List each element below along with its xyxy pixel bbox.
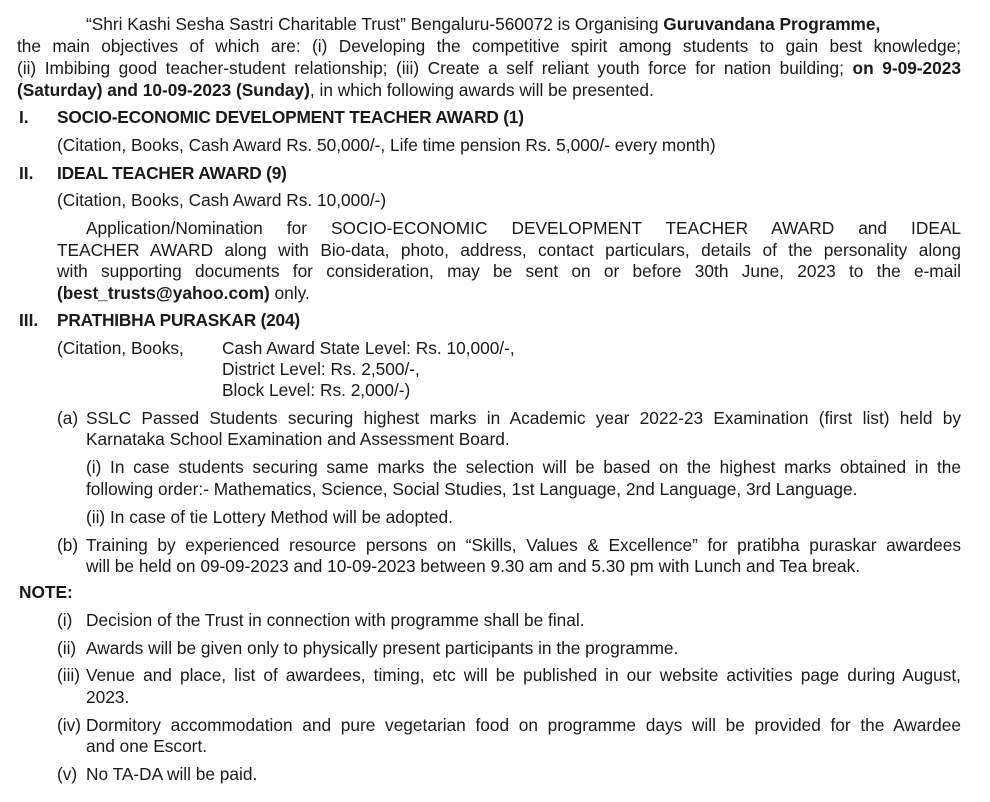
programme-name: Guruvandana Programme,: [663, 14, 881, 34]
note-item-label: (v): [57, 764, 78, 784]
intro-text-objectives: (ii) Imbibing good teacher-student relationship; (iii) Create a self reliant youth force for nation building;: [17, 58, 853, 78]
intro-text: “Shri Kashi Sesha Sastri Charitable Trust” Bengaluru-560072 is Organising: [86, 14, 664, 34]
award-2-detail: (Citation, Books, Cash Award Rs. 10,000/-): [57, 190, 387, 210]
item-a-i-line-2: following order:- Mathematics, Science, Social Studies, 1st Language, 2nd Language, 3rd Language.: [86, 479, 858, 499]
award-1-numeral: I.: [19, 107, 29, 127]
note-item-text: Awards will be given only to physically present participants in the programme.: [86, 638, 679, 658]
application-line-2: TEACHER AWARD along with Bio-data, photo, address, contact particulars, details of the personality along: [57, 240, 961, 260]
note-item-label: (iii): [57, 665, 81, 685]
item-a-i-line-1: (i) In case students securing same marks the selection will be based on the highest marks obtained in the: [86, 457, 961, 477]
award-2-numeral: II.: [19, 163, 34, 183]
email-suffix: only.: [269, 283, 310, 303]
award-3-numeral: III.: [19, 310, 39, 330]
intro-line-3: [17, 58, 961, 80]
email-address: (best_trusts@yahoo.com): [57, 283, 270, 303]
note-item-label: (i): [57, 610, 73, 630]
award-2-title: IDEAL TEACHER AWARD (9): [57, 163, 287, 183]
application-line-1: Application/Nomination for SOCIO-ECONOMIC DEVELOPMENT TEACHER AWARD and IDEAL: [86, 218, 961, 238]
application-line-3: with supporting documents for consideration, may be sent on or before 30th June, 2023 to the e-mail: [57, 261, 961, 281]
note-item-text: Decision of the Trust in connection with programme shall be final.: [86, 610, 585, 630]
award-3-state-level: Cash Award State Level: Rs. 10,000/-,: [222, 338, 515, 358]
note-item-text: Dormitory accommodation and pure vegetarian food on programme days will be provided for the Awardee: [86, 715, 961, 735]
award-3-district-level: District Level: Rs. 2,500/-,: [222, 359, 420, 379]
award-1-title: SOCIO-ECONOMIC DEVELOPMENT TEACHER AWARD (1): [57, 107, 524, 127]
award-3-title: PRATHIBHA PURASKAR (204): [57, 310, 300, 330]
programme-date-1: on 9-09-2023: [852, 58, 961, 78]
item-a-label: (a): [57, 408, 79, 428]
item-b-line-1: Training by experienced resource persons on “Skills, Values & Excellence” for pratibha puraskar awardees: [86, 535, 961, 555]
intro-line-1: [86, 14, 880, 36]
intro-line-4: [17, 80, 654, 102]
programme-date-2: (Saturday) and 10-09-2023 (Sunday): [17, 80, 310, 100]
award-3-block-level: Block Level: Rs. 2,000/-): [222, 380, 411, 400]
note-item-label: (ii): [57, 638, 77, 658]
note-item-text: No TA-DA will be paid.: [86, 764, 258, 784]
item-a-line-1: SSLC Passed Students securing highest marks in Academic year 2022-23 Examination (first list) held by: [86, 408, 961, 428]
item-b-label: (b): [57, 535, 79, 555]
award-1-detail: (Citation, Books, Cash Award Rs. 50,000/-, Life time pension Rs. 5,000/- every month): [57, 135, 716, 155]
application-line-4: [57, 283, 310, 305]
intro-text-awards: , in which following awards will be presented.: [309, 80, 654, 100]
note-item-text-continued: and one Escort.: [86, 736, 208, 756]
item-a-ii: (ii) In case of tie Lottery Method will be adopted.: [86, 507, 453, 527]
note-item-label: (iv): [57, 715, 81, 735]
note-item-text-continued: 2023.: [86, 687, 130, 707]
item-b-line-2: will be held on 09-09-2023 and 10-09-2023 between 9.30 am and 5.30 pm with Lunch and Tea break.: [86, 556, 861, 576]
item-a-line-2: Karnataka School Examination and Assessment Board.: [86, 429, 510, 449]
award-3-detail-left: (Citation, Books,: [57, 338, 184, 358]
note-item-text: Venue and place, list of awardees, timing, etc will be published in our website activities page during August,: [86, 665, 961, 685]
intro-line-2: the main objectives of which are: (i) Developing the competitive spirit among students to gain best knowledge;: [17, 36, 961, 56]
note-heading: NOTE:: [19, 582, 73, 602]
